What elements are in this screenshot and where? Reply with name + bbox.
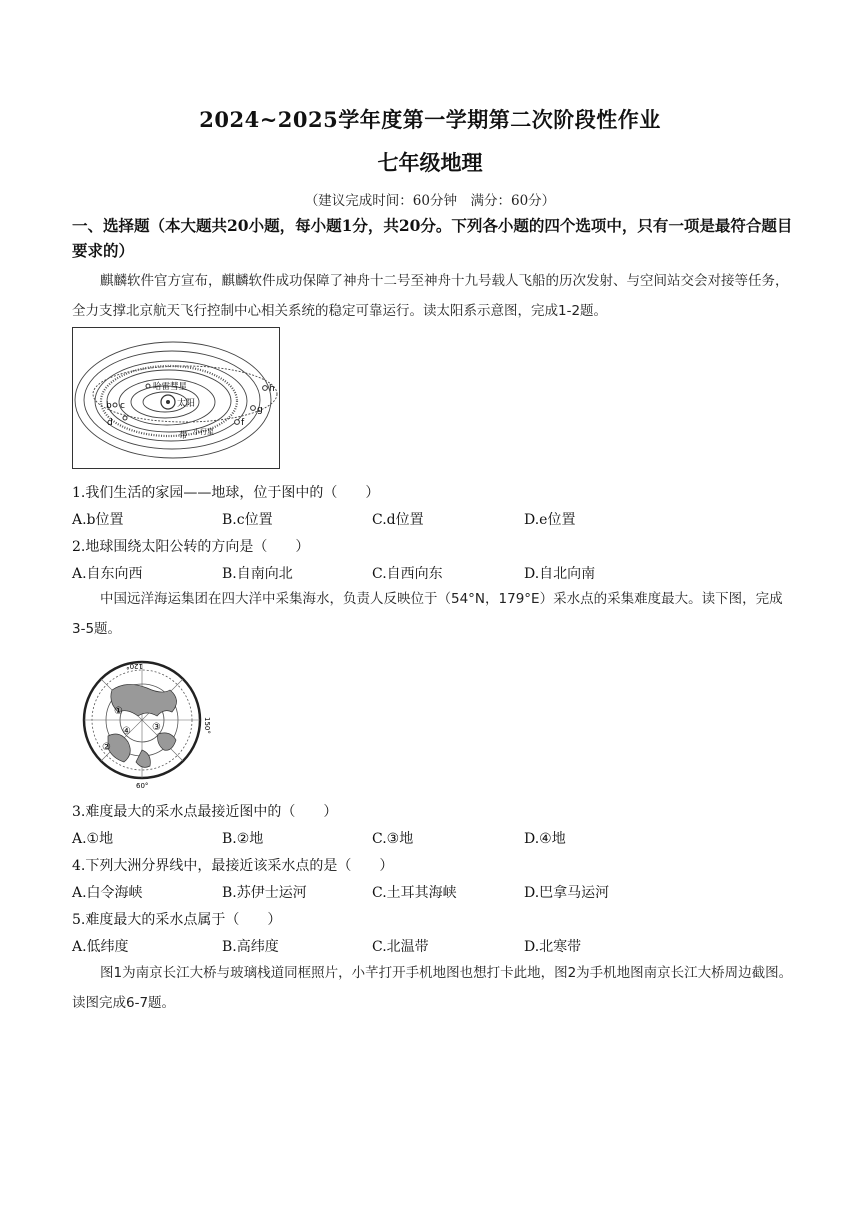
marker-1-label: ① [114,706,123,717]
q2-option-c[interactable]: C.自西向东 [372,566,443,582]
q5-option-c[interactable]: C.北温带 [372,939,429,955]
planet-h-label: h [269,384,275,394]
polar-map-figure [72,650,212,790]
q3-option-b[interactable]: B.②地 [222,831,264,847]
planet-g-label: g [257,405,263,415]
subject-title: 七年级地理 [377,150,483,175]
q4-option-a[interactable]: A.白令海峡 [72,885,143,901]
q4-option-b[interactable]: B.苏伊士运河 [222,885,307,901]
q3-option-c[interactable]: C.③地 [372,831,414,847]
planet-d-label: d [107,418,113,428]
q2-option-a[interactable]: A.自东向西 [72,566,143,582]
planet-f-label: f [241,418,245,428]
marker-3-label: ③ [152,722,161,733]
q2-option-d[interactable]: D.自北向南 [524,566,596,582]
marker-4-label: ④ [122,726,131,737]
q1-option-a[interactable]: A.b位置 [72,512,124,528]
meridian-bottom-label: 60° [136,782,149,790]
solar-system-figure [72,327,280,469]
meridian-top-label: 120° [126,662,143,670]
q4-option-c[interactable]: C.土耳其海峡 [372,885,457,901]
meridian-right-label: 150° [203,717,211,734]
marker-2-label: ② [102,742,111,753]
asteroid-belt-label: 带 [179,431,188,441]
question-2-stem: 2.地球围绕太阳公转的方向是（ ） [72,539,310,555]
planet-b-label: b [106,401,112,411]
passage-3: 图1为南京长江大桥与玻璃栈道同框照片，小芊打开手机地图也想打卡此地，图2为手机地图南京长江大桥周边截图。读图完成6-7题。 [72,965,793,1011]
q4-option-d[interactable]: D.巴拿马运河 [524,885,610,901]
page-title: 2024~2025学年度第一学期第二次阶段性作业 [199,107,661,132]
q5-option-d[interactable]: D.北寒带 [524,939,582,955]
question-1-stem: 1.我们生活的家园——地球，位于图中的（ ） [72,485,380,501]
polar-map-diagram [72,650,212,790]
passage-1: 麒麟软件官方宣布，麒麟软件成功保障了神舟十二号至神舟十九号载人飞船的历次发射、与空间站交会对接等任务，全力支撑北京航天飞行控制中心相关系统的稳定可靠运行。读太阳系示意图，完成1-2题。 [72,273,789,319]
q1-option-c[interactable]: C.d位置 [372,512,424,528]
q3-option-d[interactable]: D.④地 [524,831,566,847]
q2-option-b[interactable]: B.自南向北 [222,566,293,582]
sun-label: 太阳 [177,399,196,409]
asteroid-belt-label-2: 小行星 [193,428,214,436]
section-heading: 一、选择题（本大题共20小题，每小题1分，共20分。下列各小题的四个选项中，只有一项是最符合题目要求的） [72,216,793,260]
comet-label: 哈雷彗星 [153,382,188,392]
question-3-stem: 3.难度最大的采水点最接近图中的（ ） [72,804,338,820]
passage-2: 中国远洋海运集团在四大洋中采集海水，负责人反映位于（54°N，179°E）采水点的采集难度最大。读下图，完成3-5题。 [72,591,783,637]
q1-option-b[interactable]: B.c位置 [222,512,273,528]
planet-c-label: c [120,401,125,411]
question-4-stem: 4.下列大洲分界线中，最接近该采水点的是（ ） [72,858,394,874]
q3-option-a[interactable]: A.①地 [72,831,114,847]
time-note: （建议完成时间：60分钟 满分：60分） [304,193,556,209]
q5-option-a[interactable]: A.低纬度 [72,939,129,955]
question-5-stem: 5.难度最大的采水点属于（ ） [72,912,282,928]
q1-option-d[interactable]: D.e位置 [524,512,576,528]
q5-option-b[interactable]: B.高纬度 [222,939,279,955]
solar-system-diagram [73,328,279,468]
